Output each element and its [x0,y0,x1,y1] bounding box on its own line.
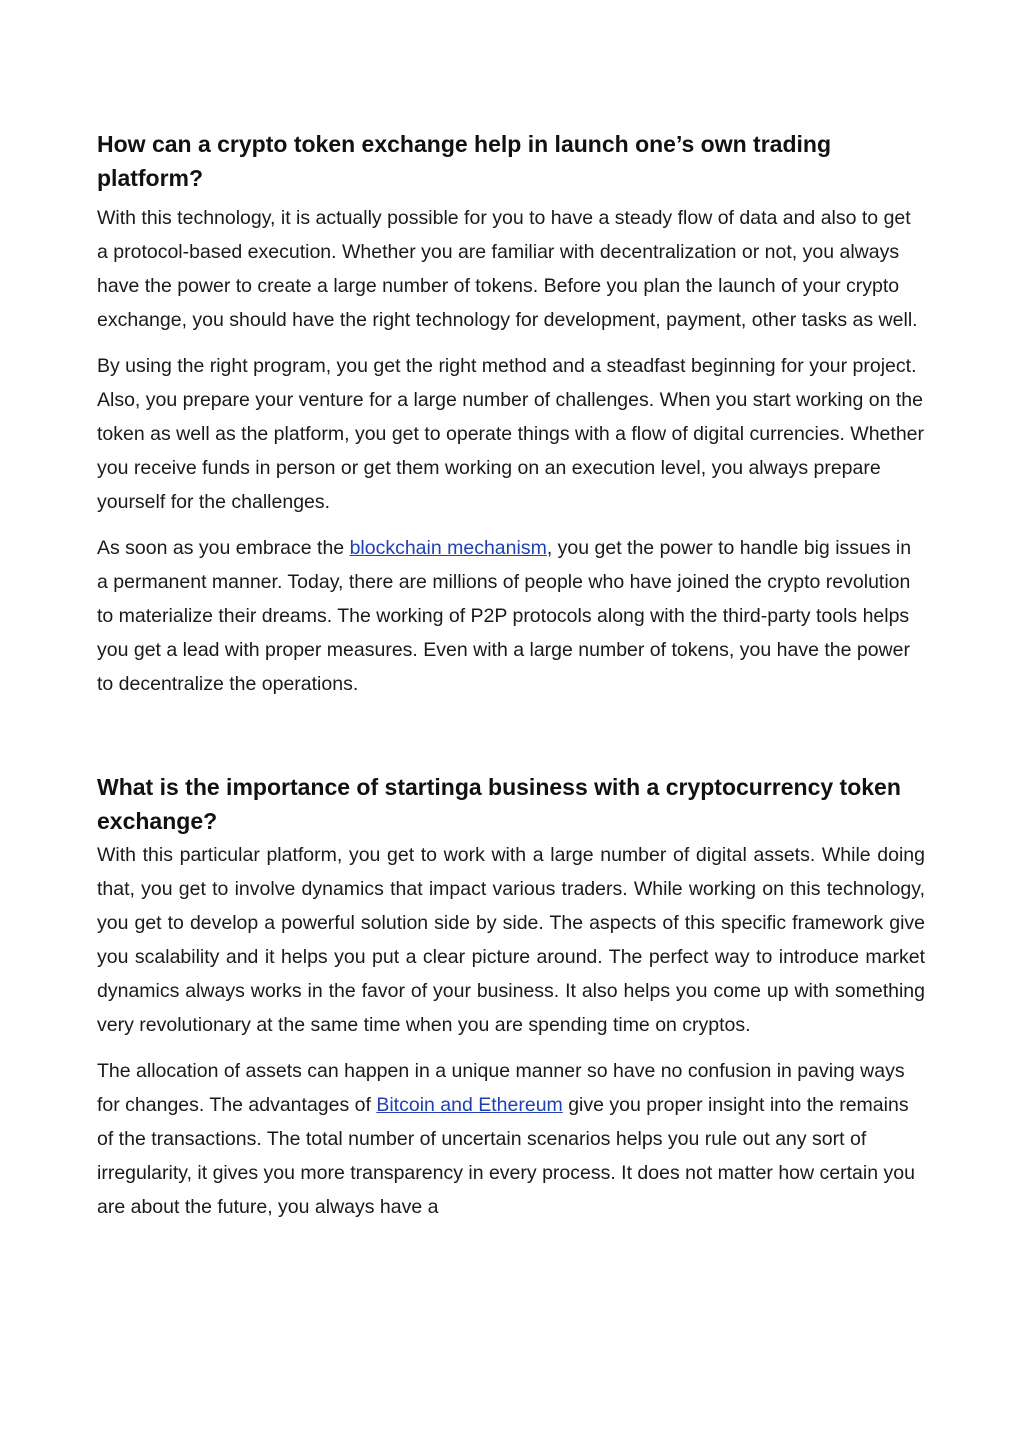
paragraph: With this particular platform, you get to work with a large number of digital assets. While doing that, you get to involve dynamics that impact various traders. While working on this technology, you get to develop a powerful solution side by side. The aspects of this specific framework give you scalability and it helps you put a clear picture around. The perfect way to introduce market dynamics always works in the favor of your business. It also helps you come up with something very revolutionary at the same time when you are spending time on cryptos. [97,844,925,1036]
section-crypto-token-exchange-launch [97,127,925,701]
paragraph [97,1054,925,1224]
paragraph: With this technology, it is actually possible for you to have a steady flow of data and also to get a protocol-based execution. Whether you are familiar with decentralization or not, you always have the power to create a large number of tokens. Before you plan the launch of your crypto exchange, you should have the right technology for development, payment, other tasks as well. [97,207,918,331]
section-heading: What is the importance of startinga business with a cryptocurrency token exchange? [97,774,901,834]
document-page [97,127,925,1236]
paragraph: By using the right program, you get the right method and a steadfast beginning for your project. Also, you prepare your venture for a large number of challenges. When you start working on the token as well as the platform, you get to operate things with a flow of digital currencies. Whether you receive funds in person or get them working on an execution level, you always prepare yourself for the challenges. [97,355,925,513]
section-importance-of-token-exchange [97,770,925,1224]
blockchain-mechanism-link[interactable]: blockchain mechanism [349,537,547,559]
paragraph-text: give you proper insight into the remains of the transactions. The total number of uncertain scenarios helps you rule out any sort of irregularity, it gives you more transparency in every process. It does not matter how certain you are about the future, you always have a [97,1094,915,1218]
bitcoin-and-ethereum-link[interactable]: Bitcoin and Ethereum [376,1094,563,1116]
section-heading: How can a crypto token exchange help in launch one’s own trading platform? [97,131,831,191]
paragraph-text: As soon as you embrace the [97,537,350,559]
paragraph-text: , you get the power to handle big issues in a permanent manner. Today, there are millions of people who have joined the crypto revolution to materialize their dreams. The working of P2P protocols along with the third-party tools helps you get a lead with proper measures. Even with a large number of tokens, you have the power to decentralize the operations. [97,537,912,695]
paragraph [97,531,925,701]
paragraph-text: The allocation of assets can happen in a unique manner so have no confusion in paving ways for changes. The advantages of [97,1060,905,1116]
